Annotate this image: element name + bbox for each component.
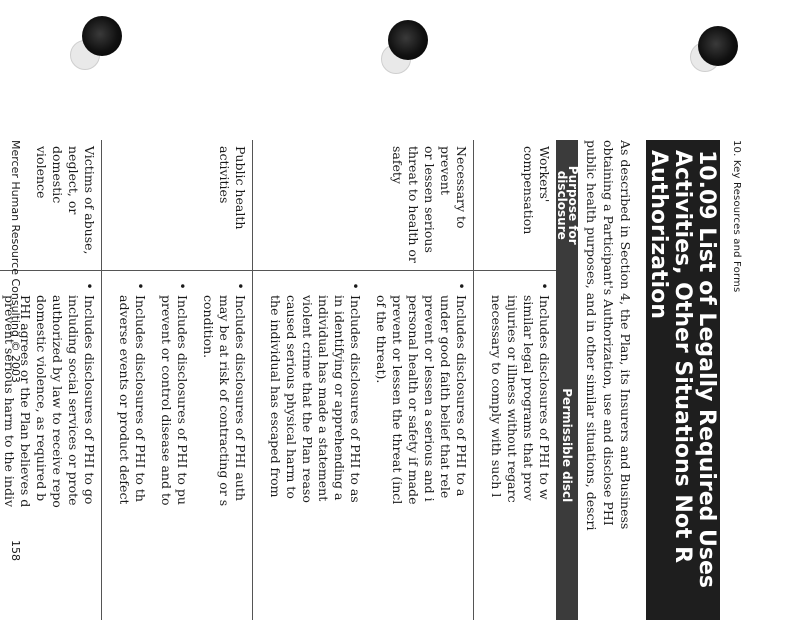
- list-item: [158, 277, 190, 614]
- bullet-icon: •: [1, 277, 97, 295]
- section-header: 10. Key Resources and Forms: [731, 140, 742, 292]
- list-item: [373, 277, 469, 614]
- table-row: [474, 140, 557, 620]
- disclosure-cell: [474, 271, 557, 620]
- purpose-text: Public health activities: [217, 146, 248, 229]
- list-item: [200, 277, 248, 614]
- bullet-icon: •: [267, 277, 363, 295]
- intro-line: public health purposes, and in other similar situations, descri: [583, 140, 600, 620]
- bullet-icon: •: [116, 277, 148, 295]
- page-title: 10.09 List of Legally Required Uses Activities, Other Situations Not R Authorization: [646, 140, 720, 620]
- bullet-icon: •: [488, 277, 552, 295]
- bullet-text: Includes disclosures of PHI to as in identifying or apprehending a individual has made a statement violent crime that the Plan reaso caused serious physical harm to the individual has escaped from: [267, 295, 363, 503]
- disclosure-table: [0, 140, 578, 620]
- bullet-text: Includes disclosures of PHI to th adverse events or product defect: [116, 295, 148, 504]
- column-header-purpose-text: Purpose for disclosure: [555, 166, 580, 245]
- disclosure-cell: [253, 271, 474, 620]
- bullet-text: Includes disclosures of PHI to pu prevent or control disease and to: [158, 295, 190, 506]
- bullet-icon: •: [158, 277, 190, 295]
- intro-paragraph: [583, 140, 634, 620]
- bullet-text: Includes disclosures of PHI to w similar legal programs that prov injuries or illness without regarc necessary to comply with such l: [488, 295, 552, 503]
- list-item: [116, 277, 148, 614]
- disclosure-cell: [102, 271, 253, 620]
- bullet-text: Includes disclosures of PHI to a under good faith belief that rele prevent or lessen a serious and i personal health or safety if made prevent or lessen the threat (incl of the threat).: [373, 295, 469, 504]
- list-item: [488, 277, 552, 614]
- bullet-icon: •: [200, 277, 248, 295]
- purpose-text: Workers' compensation: [521, 146, 552, 234]
- purpose-cell: [102, 140, 253, 271]
- intro-line: obtaining a Participant's Authorization, use and disclose PHI: [600, 140, 617, 620]
- table-row: [253, 140, 474, 620]
- intro-line: As described in Section 4, the Plan, its Insurers and Business: [617, 140, 634, 620]
- purpose-cell: [253, 140, 474, 271]
- bullet-text: Includes disclosures of PHI to go including social services or prote authorized by law to receive repo domestic violence, as required b PHI agrees or the Plan believes d prevent serious harm to the indiv: [1, 295, 97, 508]
- bullet-text: Includes disclosures of PHI auth may be at risk of contracting or s condition.: [200, 295, 248, 506]
- purpose-text: Necessary to prevent or lessen serious threat to health or safety: [390, 146, 469, 263]
- page-number: 158: [9, 540, 22, 561]
- list-item: [267, 277, 363, 614]
- column-header-permissible: [556, 271, 578, 620]
- purpose-text: Victims of abuse, neglect, or domestic violence: [34, 146, 97, 254]
- table-row: [102, 140, 253, 620]
- footer-copyright: Mercer Human Resource Consulting © 2003: [9, 140, 22, 383]
- purpose-cell: [474, 140, 557, 271]
- column-header-permissible-text: Permissible discl: [561, 388, 575, 502]
- bullet-icon: •: [373, 277, 469, 295]
- column-header-purpose: [556, 140, 578, 271]
